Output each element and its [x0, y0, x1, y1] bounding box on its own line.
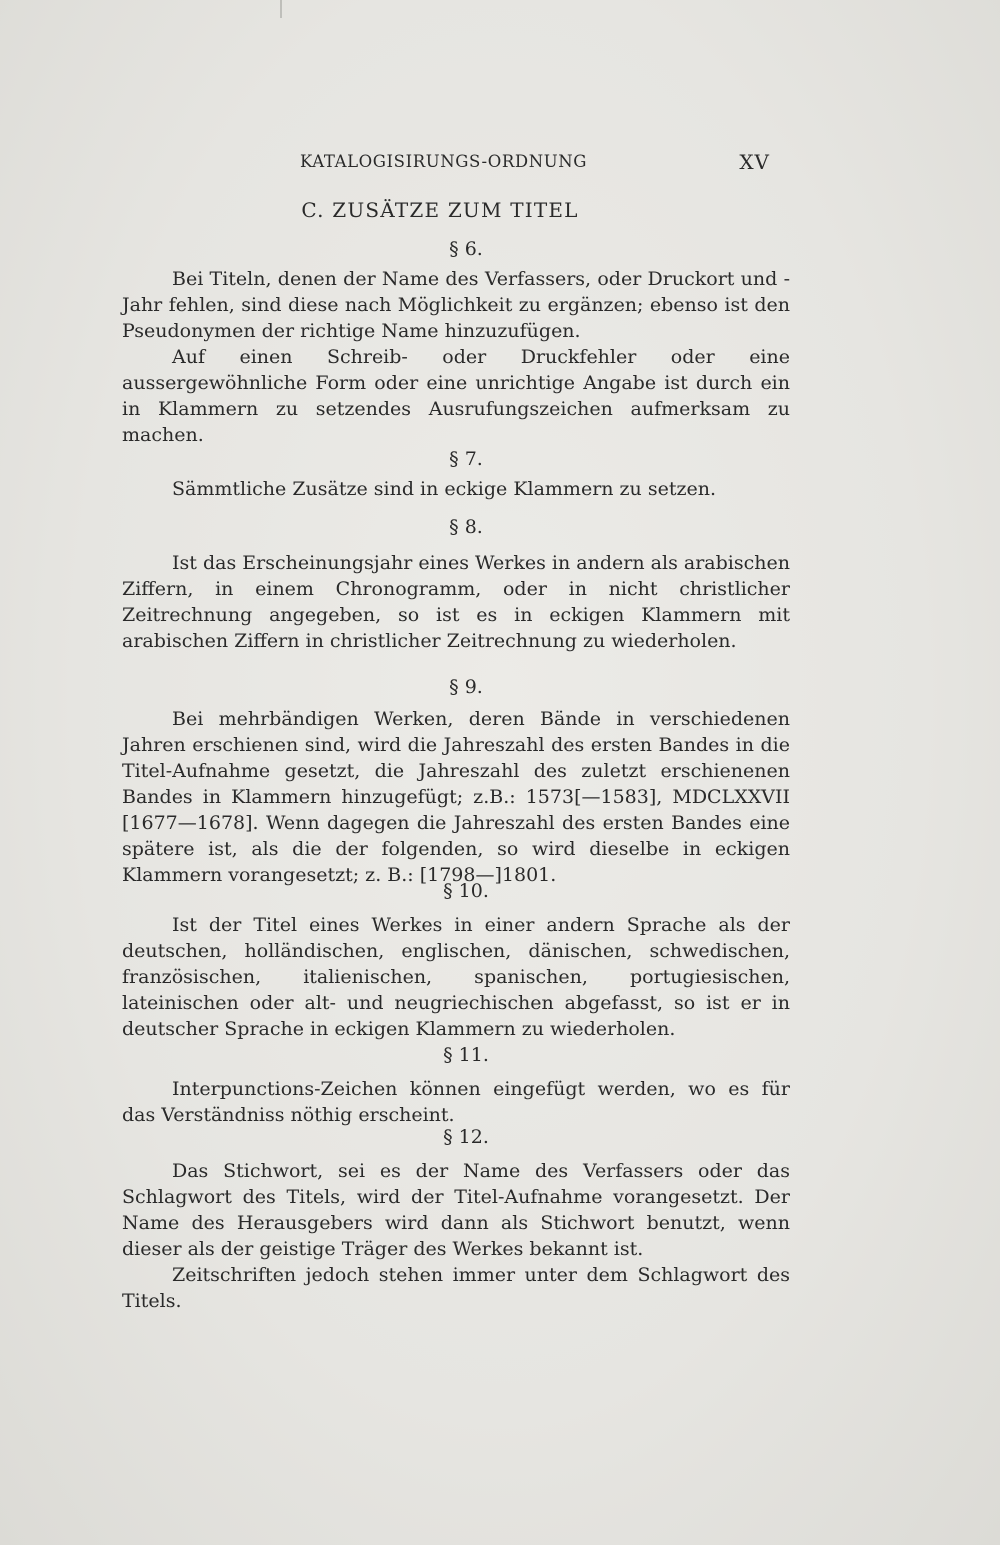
section-mark: § 11. [443, 1044, 489, 1066]
paragraph: Ist der Titel eines Werkes in einer andern Sprache als der deutschen, holländischen, englischen, dänischen, schwedischen, französischen, italienischen, spanischen, portugiesischen, lateinischen oder alt- und neugriechischen abgefasst, so ist er in deutscher Sprache in eckigen Klammern zu wiederholen. [122, 914, 790, 1040]
binding-mark [280, 0, 282, 18]
section-6 [122, 236, 790, 448]
section-mark: § 8. [449, 516, 483, 538]
running-title: KATALOGISIRUNGS-ORDNUNG [300, 152, 588, 171]
paragraph: Ist das Erscheinungsjahr eines Werkes in andern als arabischen Ziffern, in einem Chronogramm, oder in nicht christlicher Zeitrechnung angegeben, so ist es in eckigen Klammern mit arabischen Ziffern in christlicher Zeitrechnung zu wiederholen. [122, 552, 790, 652]
paragraph: Interpunctions-Zeichen können eingefügt werden, wo es für das Verständniss nöthig erscheint. [122, 1078, 790, 1126]
section-mark: § 12. [443, 1126, 489, 1148]
section-title: C. ZUSÄTZE ZUM TITEL [301, 198, 579, 222]
paragraph: Bei mehrbändigen Werken, deren Bände in verschiedenen Jahren erschienen sind, wird die Jahreszahl des ersten Bandes in die Titel-Aufnahme gesetzt, die Jahreszahl des zuletzt erschienenen Bandes in Klammern hinzugefügt; z.B.: 1573[—1583], MDCLXXVII [1677—1678]. Wenn dagegen die Jahreszahl des ersten Bandes eine spätere ist, als die der folgenden, so wird dieselbe in eckigen Klammern vorangesetzt; z. B.: [1798—]1801. [122, 708, 790, 886]
running-head [300, 152, 770, 182]
paragraph: Bei Titeln, denen der Name des Verfassers, oder Druckort und -Jahr fehlen, sind diese nach Möglichkeit zu ergänzen; ebenso ist den Pseudonymen der richtige Name hinzuzufügen. [122, 268, 790, 342]
section-mark: § 6. [449, 238, 483, 260]
section-mark: § 7. [449, 448, 483, 470]
section-11 [122, 1042, 790, 1128]
section-mark: § 10. [443, 880, 489, 902]
section-mark: § 9. [449, 676, 483, 698]
paragraph: Auf einen Schreib- oder Druckfehler oder eine aussergewöhnliche Form oder eine unrichtige Angabe ist durch ein in Klammern zu setzendes Ausrufungszeichen aufmerksam zu machen. [122, 346, 790, 446]
paragraph: Das Stichwort, sei es der Name des Verfassers oder das Schlagwort des Titels, wird der Titel-Aufnahme vorangesetzt. Der Name des Herausgebers wird dann als Stichwort benutzt, wenn dieser als der geistige Träger des Werkes bekannt ist. [122, 1160, 790, 1260]
section-12 [122, 1124, 790, 1314]
section-8 [122, 514, 790, 654]
section-10 [122, 878, 790, 1042]
paragraph: Sämmtliche Zusätze sind in eckige Klammern zu setzen. [172, 478, 716, 500]
section-9 [122, 674, 790, 888]
paragraph: Zeitschriften jedoch stehen immer unter dem Schlagwort des Titels. [122, 1264, 790, 1312]
section-7 [122, 446, 790, 502]
page-number: XV [739, 150, 770, 174]
